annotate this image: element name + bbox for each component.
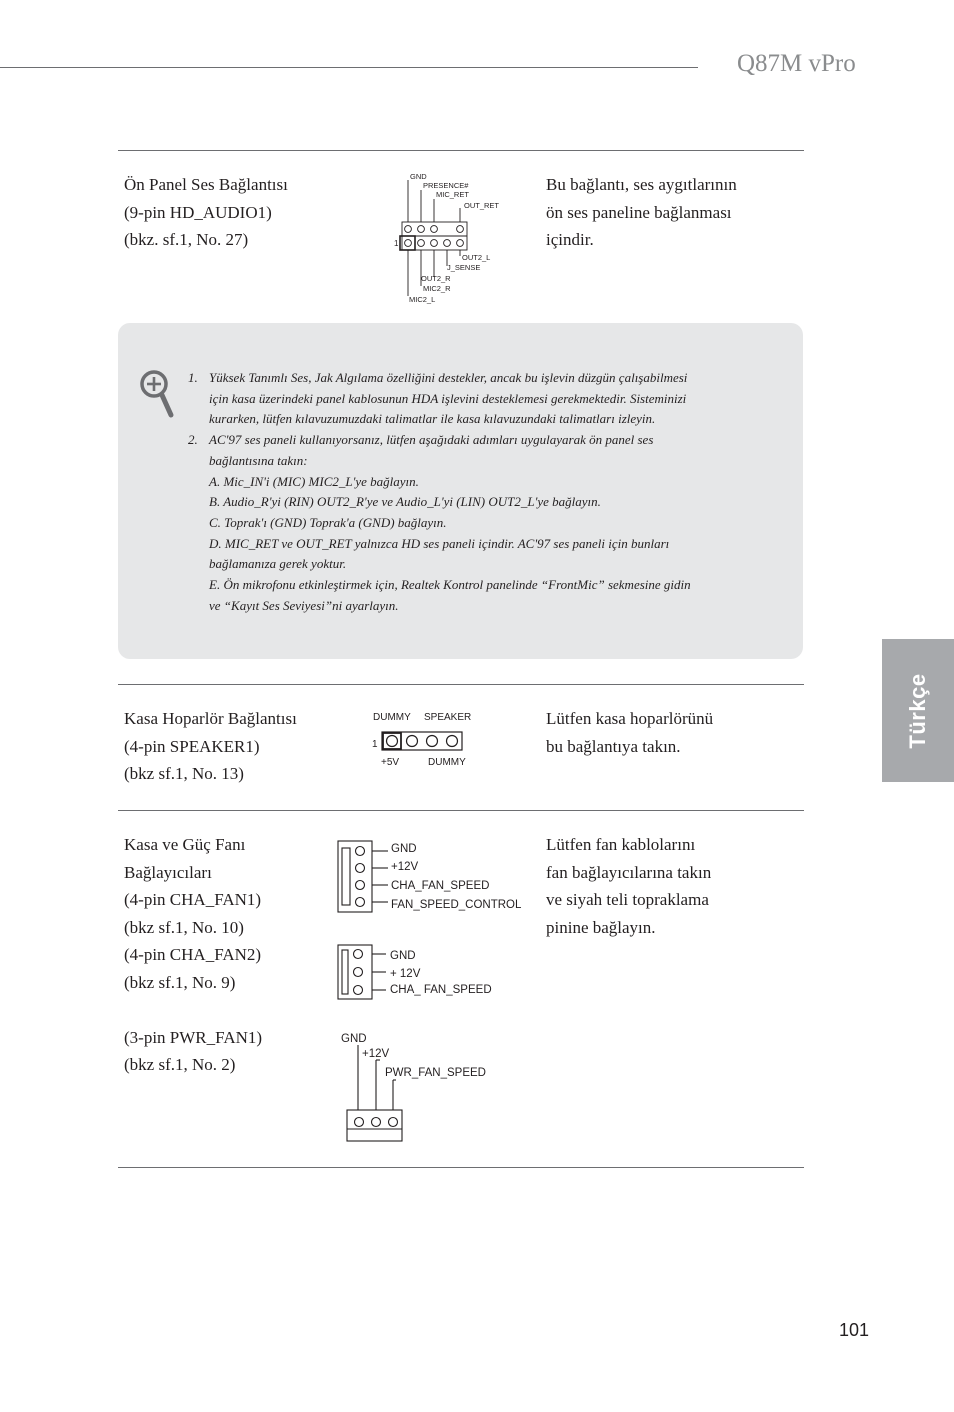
cha-fan2-label-speed: CHA_ FAN_SPEED bbox=[390, 984, 492, 996]
section-rule-fans bbox=[118, 810, 804, 811]
hd-audio-description bbox=[124, 171, 288, 254]
language-tab-label: Türkçe bbox=[905, 672, 930, 749]
hd-audio-pin-diagram bbox=[390, 168, 520, 308]
note-line: için kasa üzerindeki panel kablosunun HDA işlevini desteklemesi gerekmektedir. Sisteminizi bbox=[209, 390, 687, 406]
pwr-fan-label-12v: +12V bbox=[362, 1048, 390, 1060]
hd-audio-note-line: ön ses paneline bağlanması bbox=[546, 202, 732, 222]
pwr-fan-ref: (bkz sf.1, No. 2) bbox=[124, 1055, 236, 1074]
fans-note-line: ve siyah teli topraklama bbox=[546, 890, 709, 909]
note-line: Yüksek Tanımlı Ses, Jak Algılama özelliğini destekler, ancak bu işlevin düzgün çalışabilmesi bbox=[209, 370, 688, 385]
fans-note-line: Lütfen fan kablolarını bbox=[546, 835, 696, 854]
note-text bbox=[188, 368, 758, 616]
speaker-description bbox=[124, 705, 297, 788]
pwr-fan-label-gnd: GND bbox=[341, 1033, 367, 1045]
hd-audio-note-line: Bu bağlantı, ses aygıtlarının bbox=[546, 175, 737, 194]
fans-spacer bbox=[124, 996, 262, 1024]
hd-audio-note-line: içindir. bbox=[546, 230, 594, 249]
pwr-fan-pin: (3-pin PWR_FAN1) bbox=[124, 1027, 263, 1047]
speaker-note-line: Lütfen kasa hoparlörünü bbox=[546, 709, 714, 728]
note-line: kurarken, lütfen kılavuzumuzdaki talimatlar ile kasa kılavuzundaki talimatları izleyin. bbox=[209, 411, 656, 427]
hd-label-out2-r: OUT2_R bbox=[421, 274, 451, 283]
speaker-note-line: bu bağlantıya takın. bbox=[546, 736, 681, 756]
speaker-pin: (4-pin SPEAKER1) bbox=[124, 736, 260, 756]
model-title: Q87M vPro bbox=[737, 50, 856, 77]
pwr-fan-label-speed: PWR_FAN_SPEED bbox=[385, 1067, 486, 1079]
cha-fan2-diagram bbox=[334, 942, 534, 1004]
speaker-label-speaker: SPEAKER bbox=[424, 712, 472, 723]
section-rule-bottom bbox=[118, 1167, 804, 1168]
language-tab bbox=[882, 639, 954, 782]
cha-fan1-pin: (4-pin CHA_FAN1) bbox=[124, 890, 262, 909]
hd-label-presence: PRESENCE# bbox=[423, 181, 469, 190]
hd-audio-ref: (bkz. sf.1, No. 27) bbox=[124, 230, 249, 249]
section-rule-top bbox=[118, 150, 804, 151]
note-line: A. Mic_IN'i (MIC) MIC2_L'ye bağlayın. bbox=[209, 473, 419, 489]
hd-label-pin1: 1 bbox=[394, 239, 399, 248]
section-rule-speaker bbox=[118, 684, 804, 685]
note-line: bağlantısına takın: bbox=[209, 452, 308, 468]
note-line: ve “Kayıt Ses Seviyesi”ni ayarlayın. bbox=[209, 597, 399, 613]
note-item-number: 1. bbox=[188, 370, 198, 385]
hd-label-mic-ret: MIC_RET bbox=[436, 190, 469, 199]
speaker-label-pin1: 1 bbox=[372, 739, 378, 750]
hd-label-out-ret: OUT_RET bbox=[464, 201, 500, 210]
note-item bbox=[188, 368, 758, 430]
cha-fan2-pin: (4-pin CHA_FAN2) bbox=[124, 945, 262, 964]
page-number: 101 bbox=[839, 1320, 870, 1340]
hd-label-gnd: GND bbox=[410, 172, 427, 181]
note-line: AC'97 ses paneli kullanıyorsanız, lütfen aşağıdaki adımları uygulayarak ön panel ses bbox=[209, 432, 654, 448]
hd-audio-title: Ön Panel Ses Bağlantısı bbox=[124, 175, 288, 194]
note-line: B. Audio_R'yi (RIN) OUT2_R'ye ve Audio_L'yi (LIN) OUT2_L'ye bağlayın. bbox=[209, 494, 601, 510]
note-line: C. Toprak'ı (GND) Toprak'a (GND) bağlayın. bbox=[209, 514, 447, 530]
cha-fan2-ref: (bkz sf.1, No. 9) bbox=[124, 972, 236, 992]
cha-fan1-label-control: FAN_SPEED_CONTROL bbox=[391, 899, 522, 911]
cha-fan1-ref: (bkz sf.1, No. 10) bbox=[124, 917, 244, 937]
fans-note-line: fan bağlayıcılarına takın bbox=[546, 862, 712, 882]
speaker-title: Kasa Hoparlör Bağlantısı bbox=[124, 709, 297, 728]
hd-label-mic2-r: MIC2_R bbox=[423, 284, 451, 293]
hd-label-out2-l: OUT2_L bbox=[462, 253, 491, 262]
hd-audio-note bbox=[546, 171, 737, 254]
fans-title: Kasa ve Güç Fanı bbox=[124, 835, 246, 854]
note-item-number: 2. bbox=[188, 432, 198, 448]
hd-label-j-sense: J_SENSE bbox=[447, 263, 481, 272]
speaker-note bbox=[546, 705, 713, 760]
cha-fan2-label-gnd: GND bbox=[390, 950, 416, 962]
speaker-label-dummy-bottom: DUMMY bbox=[428, 757, 466, 768]
note-line: E. Ön mikrofonu etkinleştirmek için, Realtek Kontrol panelinde “FrontMic” sekmesine gidin bbox=[209, 577, 691, 593]
cha-fan1-label-speed: CHA_FAN_SPEED bbox=[391, 880, 490, 892]
cha-fan1-label-12v: +12V bbox=[391, 861, 419, 873]
pwr-fan-diagram bbox=[336, 1028, 536, 1146]
cha-fan2-label-12v: + 12V bbox=[390, 968, 421, 980]
hd-label-mic2-l: MIC2_L bbox=[409, 295, 436, 304]
speaker-pin-diagram bbox=[368, 708, 488, 770]
note-item bbox=[188, 430, 758, 616]
cha-fan1-diagram bbox=[334, 838, 534, 918]
magnifier-plus-icon bbox=[138, 367, 180, 421]
hd-audio-pin: (9-pin HD_AUDIO1) bbox=[124, 202, 272, 222]
note-line: bağlamanıza gerek yoktur. bbox=[209, 556, 347, 572]
fans-description bbox=[124, 831, 262, 1079]
speaker-label-5v: +5V bbox=[381, 757, 400, 768]
fans-note bbox=[546, 831, 711, 941]
fans-note-line: pinine bağlayın. bbox=[546, 917, 656, 937]
cha-fan1-label-gnd: GND bbox=[391, 843, 417, 855]
speaker-label-dummy-top: DUMMY bbox=[373, 712, 411, 723]
header-rule bbox=[0, 67, 698, 68]
speaker-ref: (bkz sf.1, No. 13) bbox=[124, 764, 244, 783]
fans-title-2: Bağlayıcıları bbox=[124, 862, 212, 882]
note-line: D. MIC_RET ve OUT_RET yalnızca HD ses paneli içindir. AC'97 ses paneli için bunları bbox=[209, 535, 670, 551]
